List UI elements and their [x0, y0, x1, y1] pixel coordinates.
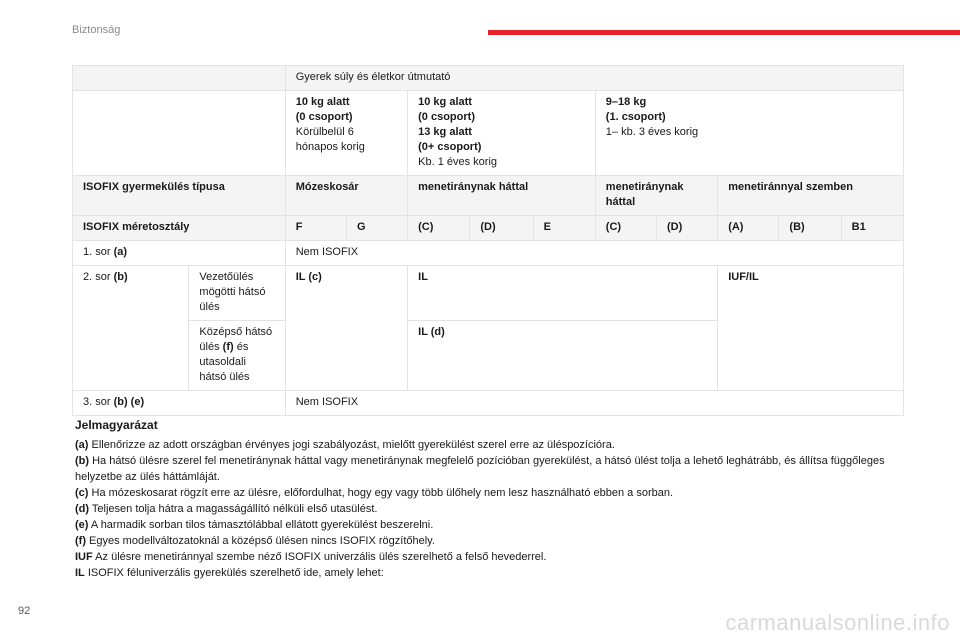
watermark: carmanualsonline.info	[725, 610, 950, 635]
size-cell: E	[533, 216, 595, 241]
table-row	[73, 241, 904, 266]
size-cell: B1	[841, 216, 903, 241]
row-label: 3. sor (b) (e)	[73, 391, 286, 416]
size-cell: (C)	[408, 216, 470, 241]
group-cell: 9–18 kg (1. csoport) 1– kb. 3 éves korig	[595, 91, 903, 176]
row-label: 1. sor (a)	[73, 241, 286, 266]
type-cell: menetiránnyal szemben	[718, 176, 904, 216]
size-cell: (B)	[779, 216, 841, 241]
size-cell: (C)	[595, 216, 656, 241]
type-cell: Mózeskosár	[285, 176, 407, 216]
table-row	[73, 266, 904, 321]
legend-item: IL ISOFIX féluniverzális gyerekülés szerelhető ide, amely lehet:	[75, 567, 384, 579]
legend-item: (a) Ellenőrizze az adott országban érvényes jogi szabályozást, mielőtt gyerekülést szerel erre az üléspozícióra.	[75, 439, 615, 451]
group-cell: 10 kg alatt (0 csoport) Körülbelül 6 hónapos korig	[285, 91, 407, 176]
size-cell: (D)	[470, 216, 533, 241]
table-row	[73, 216, 904, 241]
legend-title: Jelmagyarázat	[75, 418, 158, 432]
table-row	[73, 66, 904, 91]
size-cell: G	[346, 216, 407, 241]
legend-item: IUF Az ülésre menetiránnyal szembe néző ISOFIX univerzális ülés szerelhető a felső hevederrel.	[75, 551, 547, 563]
seat-label: Középső hátsó ülés (f) és utasoldali hátsó ülés	[189, 321, 285, 391]
size-cell: F	[285, 216, 346, 241]
row-value: Nem ISOFIX	[285, 391, 903, 416]
seat-cell: IL	[408, 266, 718, 321]
table-row	[73, 91, 904, 176]
legend-item: (d) Teljesen tolja hátra a magasságállító nélküli első utasülést.	[75, 503, 378, 515]
group-cell: 10 kg alatt (0 csoport) 13 kg alatt (0+ csoport) Kb. 1 éves korig	[408, 91, 596, 176]
table-row	[73, 176, 904, 216]
legend	[75, 417, 905, 581]
section-title: Biztonság	[72, 24, 121, 36]
type-row-label: ISOFIX gyermekülés típusa	[73, 176, 286, 216]
seat-cell: IL (d)	[408, 321, 718, 391]
isofix-table	[72, 65, 904, 416]
table-title: Gyerek súly és életkor útmutató	[285, 66, 903, 91]
size-cell: (D)	[657, 216, 718, 241]
size-cell: (A)	[718, 216, 779, 241]
seat-cell: IL (c)	[285, 266, 407, 391]
legend-item: (b) Ha hátsó ülésre szerel fel menetiránynak háttal vagy menetiránynak megfelelő pozícióban gyerekülést, a hátsó ülést tolja a lehető leghátrább, és állítsa függőleges helyzetbe az ülés háttámláját.	[75, 455, 885, 483]
seat-label: Vezetőülés mögötti hátsó ülés	[189, 266, 285, 321]
type-cell: menetiránynak háttal	[595, 176, 717, 216]
legend-item: (f) Egyes modellváltozatoknál a középső ülésen nincs ISOFIX rögzítőhely.	[75, 535, 435, 547]
page-number: 92	[18, 605, 31, 617]
legend-item: (c) Ha mózeskosarat rögzít erre az ülésre, előfordulhat, hogy egy vagy több ülőhely nem lesz használható ebben a sorban.	[75, 487, 674, 499]
row-value: Nem ISOFIX	[285, 241, 903, 266]
legend-item: (e) A harmadik sorban tilos támasztólábbal ellátott gyerekülést beszerelni.	[75, 519, 434, 531]
size-row-label: ISOFIX méretosztály	[73, 216, 286, 241]
table-row	[73, 391, 904, 416]
type-cell: menetiránynak háttal	[408, 176, 596, 216]
row-label: 2. sor (b)	[73, 266, 189, 391]
header-accent-bar	[488, 30, 960, 35]
seat-cell: IUF/IL	[718, 266, 904, 391]
